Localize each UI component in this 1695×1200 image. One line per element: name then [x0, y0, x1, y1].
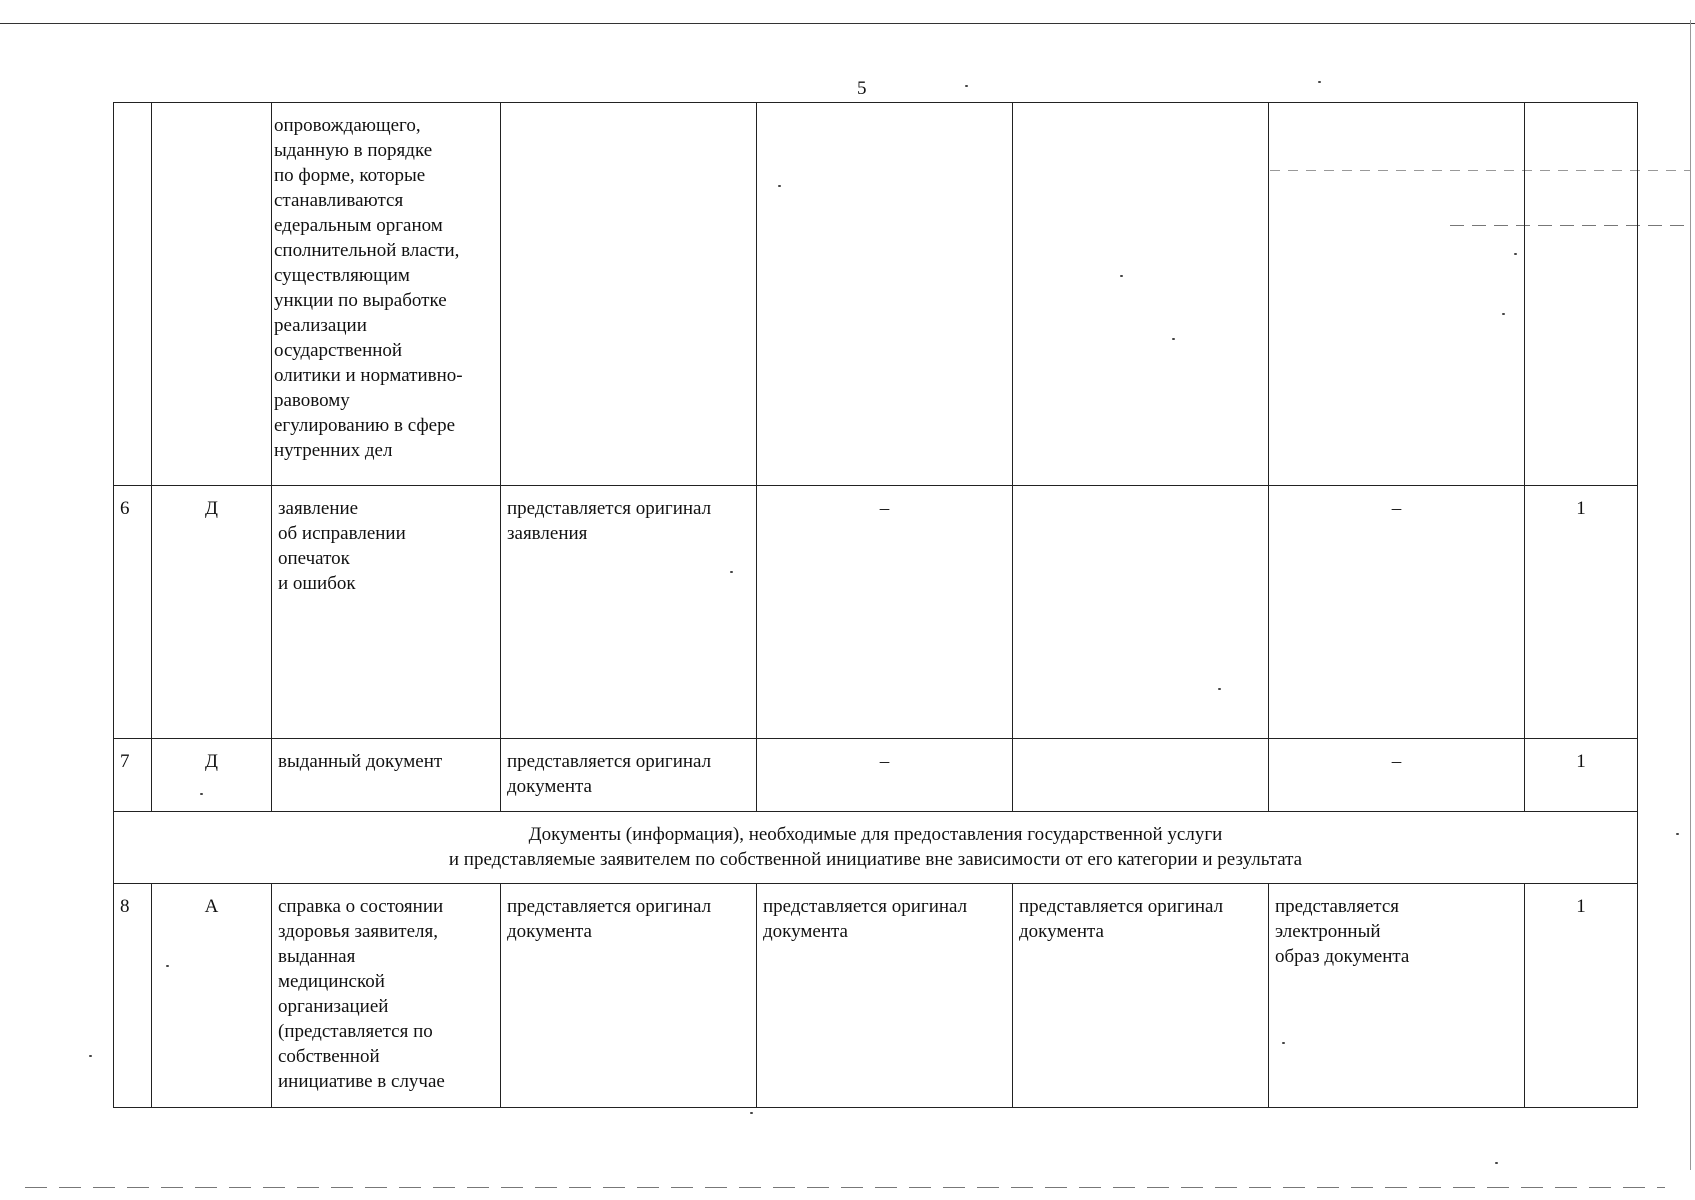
- cell-col4: представляется оригинал документа: [501, 884, 757, 1108]
- cell-col4: представляется оригинал документа: [501, 739, 757, 812]
- document-name: заявление об исправлении опечаток и ошибок: [272, 486, 501, 739]
- row-category: А: [152, 884, 272, 1108]
- scan-speck: [1318, 81, 1321, 83]
- document-name: справка о состоянии здоровья заявителя, выданная медицинской организацией (представляется по собственной инициативе в случае: [272, 884, 501, 1108]
- table-row: [114, 739, 1638, 812]
- row-number: 7: [114, 739, 152, 812]
- scan-right-edge: [1690, 20, 1691, 1170]
- cell-col6: [1013, 103, 1269, 486]
- cell-col7: –: [1269, 739, 1525, 812]
- row-number: 6: [114, 486, 152, 739]
- scan-speck: [1495, 1162, 1498, 1164]
- row-number: [114, 103, 152, 486]
- table-row: [114, 486, 1638, 739]
- documents-table: [113, 102, 1638, 1108]
- cell-col7: –: [1269, 486, 1525, 739]
- cell-col5: представляется оригинал документа: [757, 884, 1013, 1108]
- cell-col8: 1: [1525, 884, 1638, 1108]
- cell-col4: [501, 103, 757, 486]
- scan-speck: [1676, 833, 1679, 835]
- page-number: 5: [857, 78, 867, 99]
- scan-speck: [965, 85, 968, 87]
- scan-speck: [750, 1112, 753, 1114]
- document-name: опровождающего, ыданную в порядке по форме, которые станавливаются едеральным органом сполнительной власти, существляющим ункции по выработке реализации осударственной олитики и нормативно- равовому егулированию в сфере нутренних дел: [272, 103, 501, 486]
- row-category: [152, 103, 272, 486]
- section-header-row: [114, 812, 1638, 884]
- cell-col4: представляется оригинал заявления: [501, 486, 757, 739]
- row-category: Д: [152, 486, 272, 739]
- cell-col5: [757, 103, 1013, 486]
- cell-col6: [1013, 739, 1269, 812]
- table-row: [114, 103, 1638, 486]
- row-number: 8: [114, 884, 152, 1108]
- cell-col6: представляется оригинал документа: [1013, 884, 1269, 1108]
- cell-col5: –: [757, 739, 1013, 812]
- row-category: Д: [152, 739, 272, 812]
- scan-speck: [89, 1055, 92, 1057]
- scan-top-rule: [0, 23, 1695, 24]
- table-row: [114, 884, 1638, 1108]
- section-header: Документы (информация), необходимые для предоставления государственной услуги и представляемые заявителем по собственной инициативе вне зависимости от его категории и результата: [114, 812, 1638, 884]
- cell-col6: [1013, 486, 1269, 739]
- cell-col8: 1: [1525, 739, 1638, 812]
- scan-bottom-dashes: [25, 1187, 1665, 1188]
- document-name: выданный документ: [272, 739, 501, 812]
- cell-col7: [1269, 103, 1525, 486]
- cell-col5: –: [757, 486, 1013, 739]
- cell-col7: представляется электронный образ документа: [1269, 884, 1525, 1108]
- cell-col8: [1525, 103, 1638, 486]
- cell-col8: 1: [1525, 486, 1638, 739]
